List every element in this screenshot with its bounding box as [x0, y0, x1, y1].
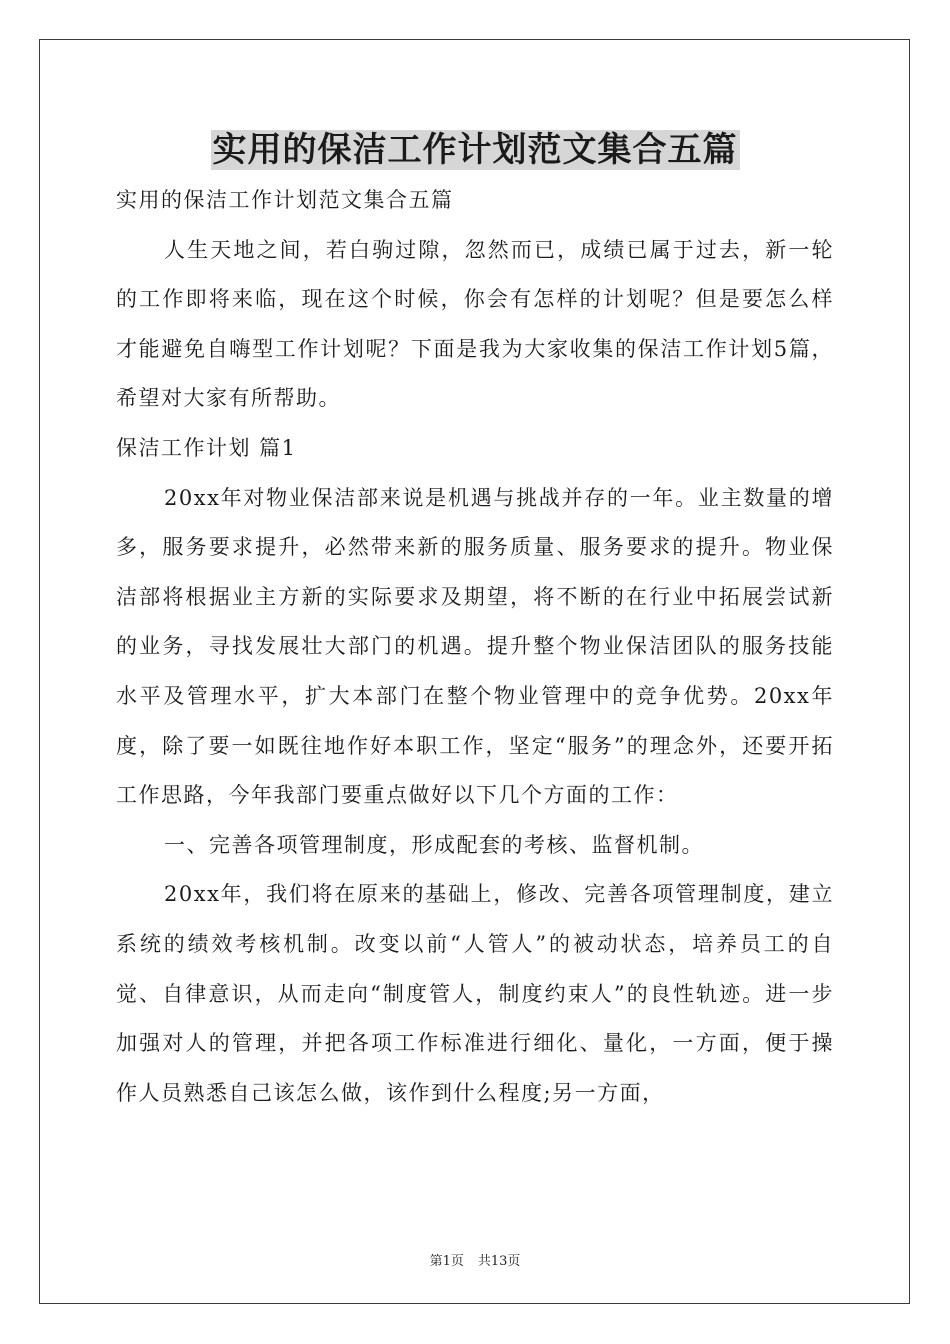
- page-footer: [0, 1250, 950, 1269]
- paragraph-subtitle: 实用的保洁工作计划范文集合五篇: [116, 188, 454, 212]
- paragraph-item-heading: 一、完善各项管理制度，形成配套的考核、监督机制。: [164, 832, 704, 857]
- page-total: 共13页: [477, 1254, 521, 1269]
- paragraph-intro: 人生天地之间，若白驹过隙，忽然而已，成绩已属于过去，新一轮的工作即将来临，现在这个时候，你会有怎样的计划呢？但是要怎么样才能避免自嗨型工作计划呢？下面是我为大家收集的保洁工作计划5篇，希望对大家有所帮助。: [116, 237, 834, 411]
- document-title: [0, 126, 950, 174]
- document-title-text: 实用的保洁工作计划范文集合五篇: [212, 130, 738, 170]
- paragraph-body: 20xx年对物业保洁部来说是机遇与挑战并存的一年。业主数量的增多，服务要求提升，必然带来新的服务质量、服务要求的提升。物业保洁部将根据业主方新的实际要求及期望，将不断的在行业中拓展尝试新的业务，寻找发展壮大部门的机遇。提升整个物业保洁团队的服务技能水平及管理水平，扩大本部门在整个物业管理中的竞争优势。20xx年度，除了要一如既往地作好本职工作，坚定“服务”的理念外，还要开拓工作思路，今年我部门要重点做好以下几个方面的工作：: [116, 485, 834, 808]
- section-heading: 保洁工作计划 篇1: [116, 435, 297, 460]
- page-number: 第1页: [429, 1254, 464, 1269]
- document-body: [116, 176, 834, 1118]
- paragraph-body: 20xx年，我们将在原来的基础上，修改、完善各项管理制度，建立系统的绩效考核机制。改变以前“人管人”的被动状态，培养员工的自觉、自律意识，从而走向“制度管人，制度约束人”的良性轨迹。进一步加强对人的管理，并把各项工作标准进行细化、量化，一方面，便于操作人员熟悉自己该怎么做，该作到什么程度;另一方面，: [116, 882, 834, 1105]
